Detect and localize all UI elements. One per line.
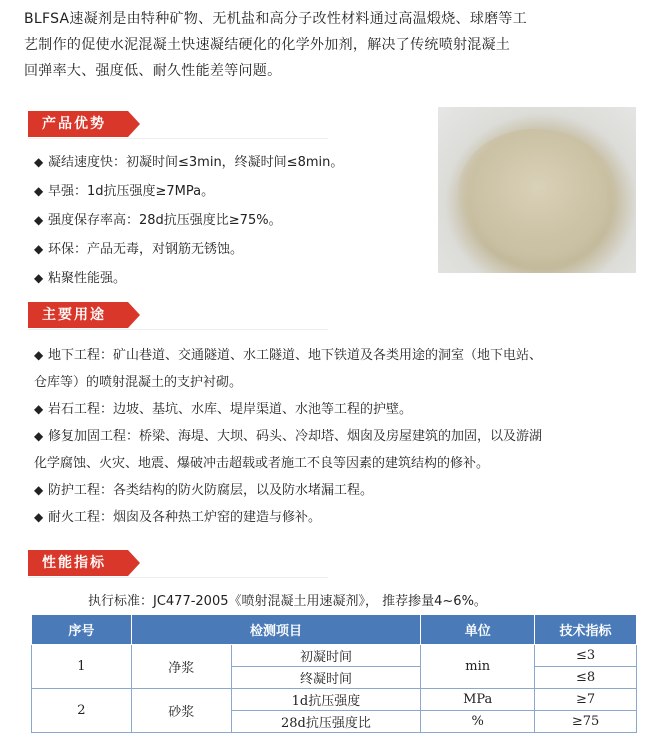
header-unit: 单位 <box>421 615 535 645</box>
list-item: ◆ 早强：1d抗压强度≥7MPa。 <box>34 177 414 206</box>
advantages-header <box>28 111 138 137</box>
intro-paragraph <box>24 6 644 84</box>
cell-item: 初凝时间 <box>231 645 421 667</box>
cell-value: ≥7 <box>535 689 637 711</box>
header-value: 技术指标 <box>535 615 637 645</box>
diamond-bullet-icon: ◆ <box>34 510 44 524</box>
cell-item: 终凝时间 <box>231 667 421 689</box>
cell-value: ≤8 <box>535 667 637 689</box>
cell-item: 1d抗压强度 <box>231 689 421 711</box>
cell-unit: min <box>421 645 535 689</box>
standard-note: 执行标准：JC477-2005《喷射混凝土用速凝剂》， 推荐掺量4~6%。 <box>88 594 487 609</box>
intro-line: 回弹率大、强度低、耐久性能差等问题。 <box>24 63 282 79</box>
diamond-bullet-icon: ◆ <box>34 348 44 362</box>
diamond-bullet-icon: ◆ <box>34 483 44 497</box>
section-title: 主要用途 <box>28 302 128 328</box>
cell-group: 净浆 <box>131 645 231 689</box>
diamond-bullet-icon: ◆ <box>34 155 44 169</box>
list-item: ◆ 粘聚性能强。 <box>34 264 414 293</box>
diamond-bullet-icon: ◆ <box>34 429 44 443</box>
header-no: 序号 <box>32 615 132 645</box>
uses-list <box>34 342 654 531</box>
diamond-bullet-icon: ◆ <box>34 184 44 198</box>
list-item: ◆ 强度保存率高：28d抗压强度比≥75%。 <box>34 206 414 235</box>
diamond-bullet-icon: ◆ <box>34 213 44 227</box>
list-item: ◆ 环保：产品无毒，对钢筋无锈蚀。 <box>34 235 414 264</box>
list-item: ◆ 修复加固工程：桥梁、海堤、大坝、码头、冷却塔、烟囱及房屋建筑的加固，以及游湖 化学腐蚀、火灾、地震、爆破冲击超载或者施工不良等因素的建筑结构的修补。 <box>34 423 654 477</box>
advantages-list <box>34 148 414 293</box>
cell-value: ≥75 <box>535 711 637 733</box>
cell-item: 28d抗压强度比 <box>231 711 421 733</box>
intro-line: BLFSA速凝剂是由特种矿物、无机盐和高分子改性材料通过高温煅烧、球磨等工 <box>24 11 528 27</box>
section-title: 产品优势 <box>28 111 128 137</box>
cell-no: 2 <box>32 689 132 733</box>
performance-header <box>28 550 138 576</box>
divider <box>28 577 328 578</box>
divider <box>28 138 328 139</box>
list-item: ◆ 防护工程：各类结构的防火防腐层，以及防水堵漏工程。 <box>34 477 654 504</box>
diamond-bullet-icon: ◆ <box>34 271 44 285</box>
section-title: 性能指标 <box>28 550 128 576</box>
divider <box>28 329 328 330</box>
table-row <box>32 645 637 667</box>
list-item: ◆ 岩石工程：边坡、基坑、水库、堤岸渠道、水池等工程的护壁。 <box>34 396 654 423</box>
uses-header <box>28 302 138 328</box>
cell-value: ≤3 <box>535 645 637 667</box>
cell-no: 1 <box>32 645 132 689</box>
list-item: ◆ 耐火工程：烟囱及各种热工炉窑的建造与修补。 <box>34 504 654 531</box>
table-header-row <box>32 615 637 645</box>
powder-pile <box>458 129 618 259</box>
diamond-bullet-icon: ◆ <box>34 242 44 256</box>
cell-unit: MPa <box>421 689 535 711</box>
cell-group: 砂浆 <box>131 689 231 733</box>
performance-table <box>31 614 637 733</box>
list-item: ◆ 地下工程：矿山巷道、交通隧道、水工隧道、地下铁道及各类用途的洞室（地下电站、 仓库等）的喷射混凝土的支护衬砌。 <box>34 342 654 396</box>
cell-unit: % <box>421 711 535 733</box>
product-powder-image <box>438 107 636 273</box>
table-row <box>32 689 637 711</box>
list-item: ◆ 凝结速度快：初凝时间≤3min，终凝时间≤8min。 <box>34 148 414 177</box>
intro-line: 艺制作的促使水泥混凝土快速凝结硬化的化学外加剂，解决了传统喷射混凝土 <box>24 37 511 53</box>
header-item: 检测项目 <box>131 615 420 645</box>
diamond-bullet-icon: ◆ <box>34 402 44 416</box>
